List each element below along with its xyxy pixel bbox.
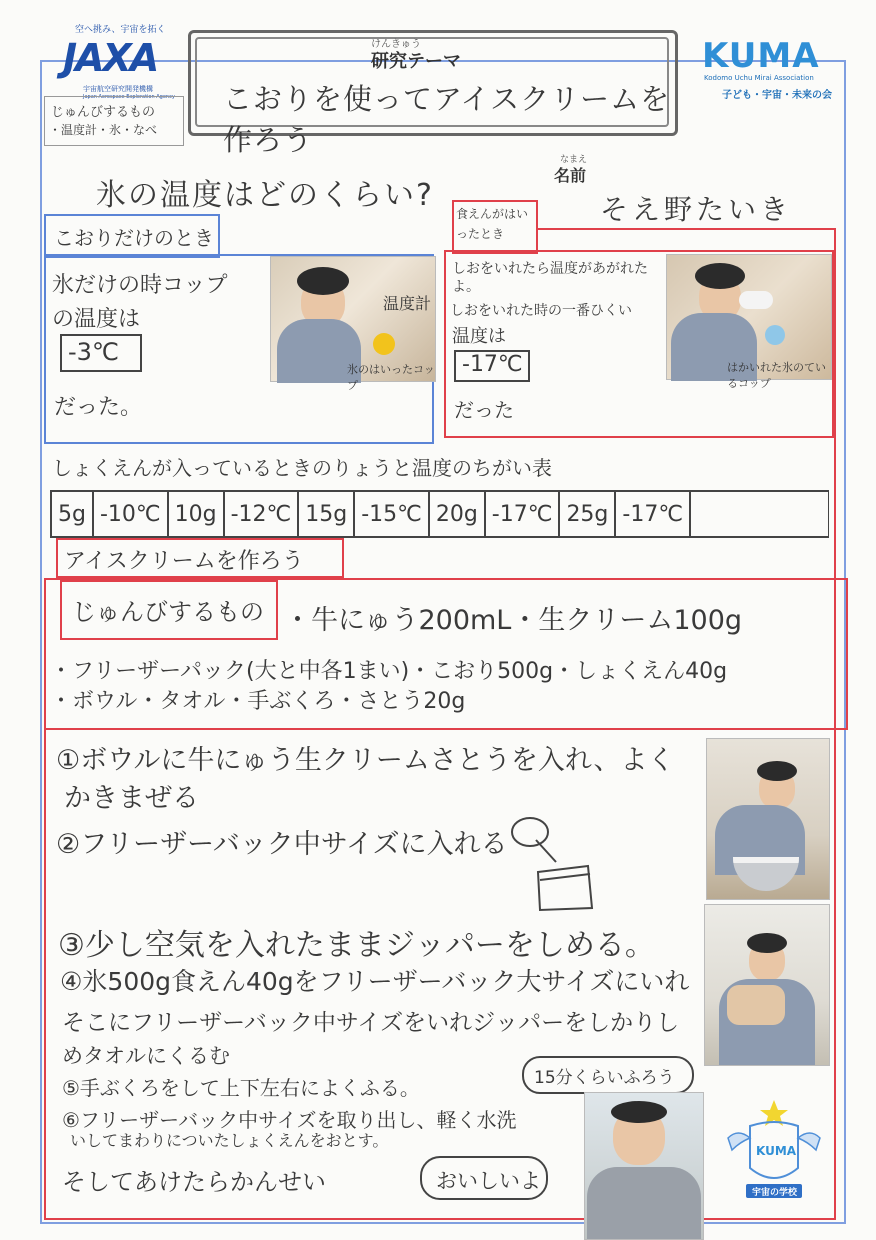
prep-note-line2: ・温度計・氷・なべ [49, 123, 158, 137]
photo-cup [373, 333, 395, 355]
school-badge [722, 1098, 826, 1208]
ice-only-value-box [60, 334, 142, 372]
table-cell: 10g [168, 492, 224, 536]
ice-only-photo [270, 256, 436, 392]
prep-note-line1: じゅんびするもの [51, 105, 156, 120]
badge-label: 宇宙の学校 [752, 1188, 798, 1198]
photo-boy-shirt [587, 1167, 701, 1239]
freezer-bag-sketch [506, 810, 606, 914]
salt-text3: 温度は [452, 326, 506, 347]
salt-value: -17℃ [462, 352, 523, 377]
prep-note-box [44, 96, 184, 146]
salt-heading: 食えんがはいったとき [456, 207, 529, 241]
table-cell: 25g [559, 492, 615, 536]
photo-cup [765, 325, 785, 345]
table-cell: -17℃ [615, 492, 690, 536]
step-6-cont: いしてまわりについたしょくえんをおとす。 [70, 1131, 389, 1150]
tasty-bubble-text: おいしいよ [436, 1169, 541, 1193]
table-cell: -15℃ [354, 492, 429, 536]
photo-glove [739, 291, 773, 309]
photo-bowl [733, 857, 799, 891]
icecream-prep-line2: ・フリーザーパック(大と中各1まい)・こおり500g・しょくえん40g [50, 659, 728, 684]
photo-boy-hair [757, 761, 797, 781]
ice-only-heading: こおりだけのとき [54, 226, 214, 250]
eating-photo [584, 1092, 704, 1240]
jaxa-logo: JAXA [63, 36, 158, 80]
theme-title: こおりを使ってアイスクリームを作ろう [223, 82, 671, 157]
icecream-prep-line1: ・牛にゅう200mL・生クリーム100g [284, 605, 743, 636]
temperature-table [50, 490, 829, 538]
salt-text4: だった [454, 398, 514, 422]
step-5: ⑤手ぶくろをして上下左右によくふる。 [62, 1076, 420, 1100]
photo-towel [727, 985, 785, 1025]
step-2: ②フリーザーバック中サイズに入れる [56, 829, 508, 860]
table-cell: 15g [298, 492, 354, 536]
step-4-cont2: めタオルにくるむ [62, 1044, 230, 1068]
step-4-cont1: そこにフリーザーバック中サイズをいれジッパーをしかりし [62, 1010, 680, 1036]
jaxa-name-jp: 宇宙航空研究開発機構 [83, 85, 153, 93]
table-cell [690, 492, 783, 536]
table-cell: -10℃ [93, 492, 168, 536]
table-cell: 5g [52, 492, 93, 536]
ice-only-heading-box [44, 214, 220, 258]
badge-logo: KUMA [756, 1144, 797, 1158]
icecream-heading-box [56, 538, 344, 578]
shaking-photo [704, 904, 830, 1066]
kuma-tag: 子ども・宇宙・未来の会 [722, 90, 832, 101]
theme-label: 研究テーマ [371, 51, 461, 72]
theme-box [188, 30, 678, 157]
salt-heading-box [452, 200, 538, 254]
icecream-prep-heading: じゅんびするもの [72, 598, 264, 626]
ice-only-text2: の温度は [52, 307, 141, 332]
salt-photo-caption: はかいれた氷のているコップ [727, 361, 826, 390]
tasty-bubble [420, 1156, 548, 1200]
name-ruby: なまえ [560, 155, 588, 165]
freezer-bag-drawing [506, 810, 606, 914]
icecream-prep-heading-box [60, 580, 278, 640]
mixing-photo [706, 738, 830, 900]
name-value: そえ野たいき [600, 193, 793, 226]
step-3: ③少し空気を入れたままジッパーをしめる。 [58, 928, 655, 963]
shake-bubble-text: 15分くらいふろう [534, 1068, 675, 1088]
photo-boy-hair [297, 267, 349, 295]
theme-ruby: けんきゅう [371, 39, 421, 50]
step-1-cont: かきまぜる [64, 783, 199, 814]
step-final: そしてあけたらかんせい [62, 1168, 326, 1196]
question-text: 氷の温度はどのくらい? [96, 178, 434, 213]
name-underline [536, 228, 836, 230]
photo-boy-hair [747, 933, 787, 953]
salt-photo [666, 254, 832, 390]
temperature-table-grid [52, 492, 783, 536]
photo-boy-hair [695, 263, 745, 289]
table-cell: 20g [429, 492, 485, 536]
kuma-logo: KUMA [702, 36, 820, 76]
jaxa-tagline: 空へ挑み、宇宙を拓く [75, 25, 166, 35]
step-6: ⑥フリーザーバック中サイズを取り出し、軽く水洗 [62, 1108, 517, 1132]
ice-only-photo-caption: 氷のはいったコップ [347, 363, 435, 392]
salt-value-box [454, 350, 530, 382]
ice-only-value: -3℃ [68, 338, 119, 366]
kuma-sub: Kodomo Uchu Mirai Association [704, 74, 814, 82]
table-cell: -12℃ [224, 492, 299, 536]
ice-only-text1: 氷だけの時コップ [52, 273, 228, 298]
salt-text1: しおをいれたら温度があがれたよ。 [452, 261, 648, 295]
name-label: 名前 [554, 166, 587, 185]
table-title: しょくえんが入っているときのりょうと温度のちがい表 [52, 456, 552, 480]
table-cell: -17℃ [485, 492, 560, 536]
jaxa-name-en: Japan Aerospace Exploration Agency [83, 94, 175, 100]
step-1: ①ボウルに牛にゅう生クリームさとうを入れ、よく [56, 745, 675, 776]
salt-text2: しおをいれた時の一番ひくい [450, 303, 632, 319]
shake-bubble [522, 1056, 694, 1094]
ice-only-text3: だった。 [54, 395, 143, 420]
step-4: ④氷500g食えん40gをフリーザーバック大サイズにいれ [60, 967, 690, 996]
photo-boy-hair [611, 1101, 667, 1123]
icecream-prep-line3: ・ボウル・タオル・手ぶくろ・さとう20g [50, 689, 466, 714]
icecream-heading: アイスクリームを作ろう [64, 549, 304, 574]
ice-only-photo-sign: 温度計 [383, 294, 432, 313]
kuma-logo-block [696, 36, 836, 106]
